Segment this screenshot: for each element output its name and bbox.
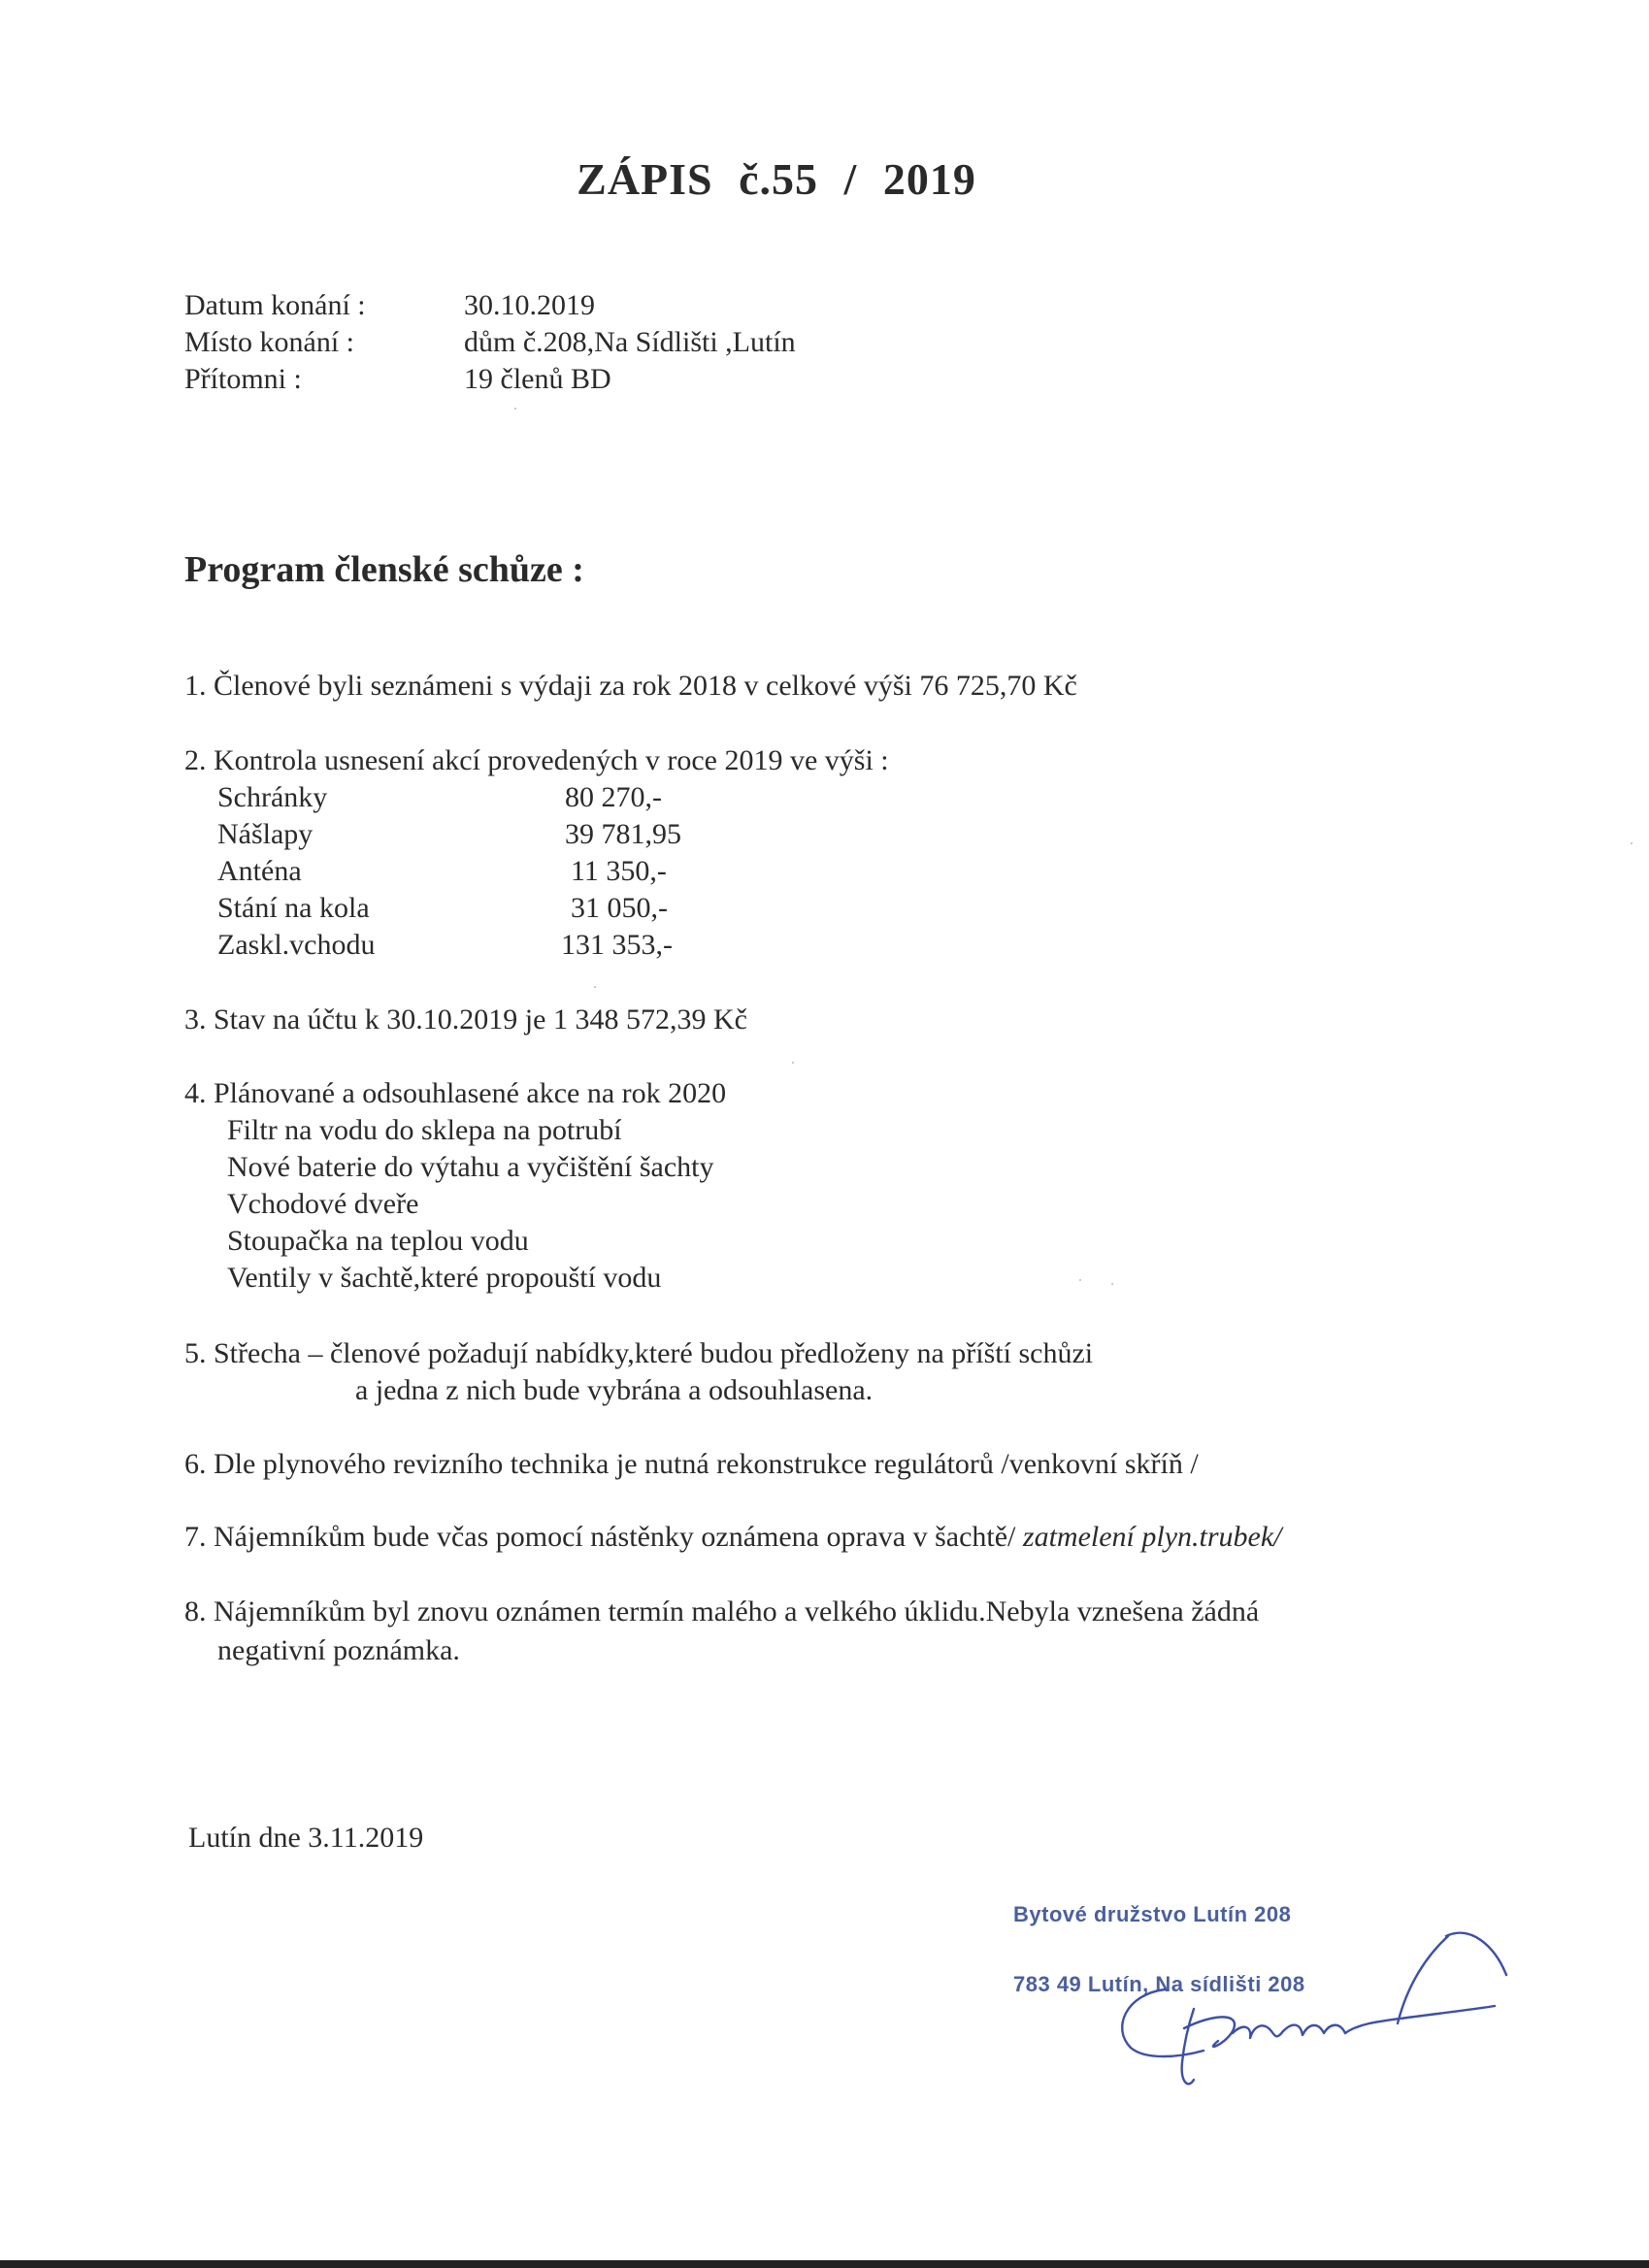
planned-action: Ventily v šachtě,které propouští vodu [227, 1262, 662, 1294]
program-item-8-line-1: 8. Nájemníkům byl znovu oznámen termín malého a velkého úklidu.Nebyla vznešena žádná [184, 1595, 1260, 1627]
program-item-6: 6. Dle plynového revizního technika je nutná rekonstrukce regulátorů /venkovní skříň / [184, 1448, 1199, 1480]
scan-speck [792, 1062, 794, 1064]
scan-speck [1079, 1279, 1081, 1281]
program-item-2-intro: 2. Kontrola usnesení akcí provedených v roce 2019 ve výši : [184, 744, 889, 776]
date-label: Datum konání : [184, 289, 366, 321]
planned-action: Stoupačka na teplou vodu [227, 1225, 529, 1257]
program-item-5-line-2: a jedna z nich bude vybrána a odsouhlasena. [355, 1374, 874, 1406]
present-label: Přítomni : [184, 363, 302, 395]
stamp-line-1: Bytové družstvo Lutín 208 [1013, 1902, 1292, 1926]
place-label: Místo konání : [184, 326, 355, 358]
scan-speck [1111, 1283, 1113, 1285]
program-item-4-intro: 4. Plánované a odsouhlasené akce na rok 2020 [184, 1077, 727, 1109]
program-item-7-text: 7. Nájemníkům bude včas pomocí nástěnky oznámena oprava v šachtě/ [184, 1521, 1023, 1553]
expense-amount: 80 270,- [565, 781, 662, 813]
expense-label: Stání na kola [217, 892, 370, 924]
program-item-7-italic: zatmelení plyn.trubek/ [1022, 1521, 1282, 1553]
program-heading: Program členské schůze : [184, 549, 584, 590]
expense-label: Schránky [217, 781, 328, 813]
expense-label: Anténa [217, 855, 302, 887]
expense-amount: 131 353,- [561, 929, 673, 961]
program-item-3: 3. Stav na účtu k 30.10.2019 je 1 348 572,39 Kč [184, 1003, 747, 1035]
program-item-5-line-1: 5. Střecha – členové požadují nabídky,které budou předloženy na příští schůzi [184, 1337, 1094, 1369]
signature [1087, 1917, 1514, 2111]
present-value: 19 členů BD [464, 363, 611, 395]
page-title: ZÁPIS č.55 / 2019 [577, 154, 976, 204]
program-item-8-line-2: negativní poznámka. [217, 1634, 460, 1666]
expense-amount: 31 050,- [571, 892, 668, 924]
stamp-line-2: 783 49 Lutín, Na sídlišti 208 [1013, 1972, 1305, 1996]
program-item-1: 1. Členové byli seznámeni s výdaji za rok 2018 v celkové výši 76 725,70 Kč [184, 670, 1077, 702]
expense-label: Zaskl.vchodu [217, 929, 376, 961]
expense-label: Nášlapy [217, 818, 313, 850]
expense-amount: 39 781,95 [565, 818, 681, 850]
place-value: dům č.208,Na Sídlišti ,Lutín [464, 326, 796, 358]
date-value: 30.10.2019 [464, 289, 595, 321]
planned-action: Vchodové dveře [227, 1188, 419, 1220]
place-and-date: Lutín dne 3.11.2019 [188, 1822, 424, 1854]
scan-speck [514, 408, 516, 410]
scan-speck [594, 986, 596, 988]
scan-speck [1631, 842, 1633, 844]
program-item-7 [184, 1521, 1282, 1554]
planned-action: Filtr na vodu do sklepa na potrubí [227, 1114, 622, 1146]
expense-amount: 11 350,- [571, 855, 667, 887]
planned-action: Nové baterie do výtahu a vyčištění šachty [227, 1151, 714, 1183]
scan-bottom-edge [0, 2260, 1649, 2268]
